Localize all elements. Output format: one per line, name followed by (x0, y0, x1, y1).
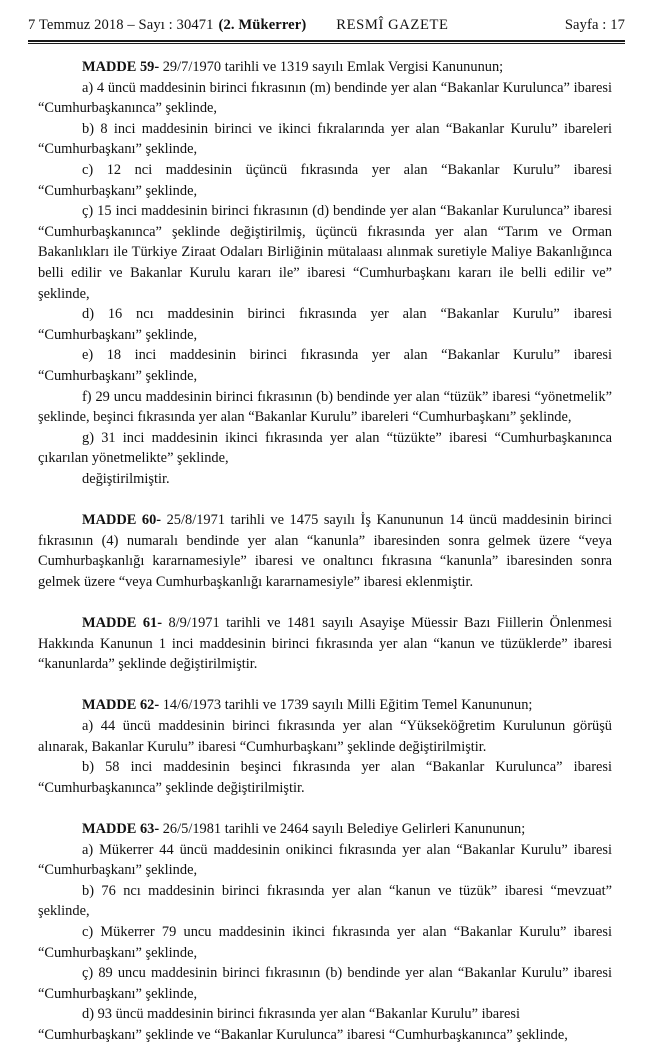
article-clause: b) 8 inci maddesinin birinci ve ikinci fıkralarında yer alan “Bakanlar Kurulu” ibareleri “Cumhurbaşkanı” şeklinde, (38, 120, 612, 158)
article-clause: d) 16 ncı maddesinin birinci fıkrasında yer alan “Bakanlar Kurulu” ibaresi “Cumhurbaşkanı” şeklinde, (38, 306, 612, 343)
document-body (38, 57, 612, 1046)
header-divider-lower-rule (28, 43, 625, 44)
article-label: MADDE 62- (82, 697, 160, 714)
article-intro-text: 29/7/1970 tarihli ve 1319 sayılı Emlak Vergisi Kanununun; (159, 59, 504, 75)
article-label: MADDE 60- (82, 512, 162, 529)
header-mukerrer-label: (2. Mükerrer) (218, 17, 307, 33)
article-intro-text: 26/5/1981 tarihli ve 2464 sayılı Belediye Gelirleri Kanununun; (159, 820, 526, 837)
article-clause: c) Mükerrer 79 uncu maddesinin ikinci fıkrasında yer alan “Bakanlar Kurulu” ibaresi “Cumhurbaşkanı” şeklinde, (38, 923, 612, 961)
header-date-issue: 7 Temmuz 2018 – Sayı : 30471 (28, 17, 214, 33)
header-page-number: Sayfa : 17 (564, 17, 625, 33)
article-clause: a) Mükerrer 44 üncü maddesinin onikinci fıkrasında yer alan “Bakanlar Kurulu” ibaresi “Cumhurbaşkanı” şeklinde, (38, 841, 612, 879)
article-clause: g) 31 inci maddesinin ikinci fıkrasında yer alan “tüzükte” ibaresi “Cumhurbaşkanınca çıkarılan yönetmelikte” şeklinde, (38, 429, 612, 467)
article-heading-madde-62 (38, 695, 612, 716)
article-clause: a) 44 üncü maddesinin birinci fıkrasında yer alan “Yükseköğretim Kurulunun görüşü alınarak, Bakanlar Kurulu” ibaresi “Cumhurbaşkanı” şeklinde değiştirilmiştir. (38, 718, 612, 755)
article-heading-madde-60 (38, 510, 612, 592)
header-gazette-title: RESMÎ GAZETE (336, 17, 449, 33)
page-header (28, 17, 625, 34)
article-clause: c) 12 nci maddesinin üçüncü fıkrasında yer alan “Bakanlar Kurulu” ibaresi “Cumhurbaşkanı” şeklinde, (38, 161, 612, 199)
article-intro-text: 14/6/1973 tarihli ve 1739 sayılı Milli Eğitim Temel Kanununun; (159, 697, 533, 714)
article-clause: d) 93 üncü maddesinin birinci fıkrasında yer alan “Bakanlar Kurulu” ibaresi “Cumhurbaşkanı” şeklinde ve “Bakanlar Kurulunca” ibaresi “Cumhurbaşkanınca” şeklinde, (38, 1006, 568, 1043)
article-label: MADDE 59- (82, 59, 160, 75)
article-intro-text: 25/8/1971 tarihli ve 1475 sayılı İş Kanununun 14 üncü maddesinin birinci fıkrasının (4) numaralı bendinde yer alan “kanunla” ibaresinden sonra gelmek üzere “veya Cumhurbaşkanlığı kararnamesiyle” ibaresi ve onaltıncı fıkrasına “kanunla” ibaresinden sonra gelmek üzere “veya Cumhurbaşkanlığı kararnamesiyle” ibaresi eklenmiştir. (38, 512, 612, 590)
article-heading-madde-63 (38, 819, 612, 840)
article-heading-madde-61 (38, 613, 612, 675)
article-clause: ç) 15 inci maddesinin birinci fıkrasının (d) bendinde yer alan “Bakanlar Kurulunca” ibaresi “Cumhurbaşkanınca” şeklinde değiştirilmiş, üçüncü fıkrasında yer alan “Tarım ve Orman Bakanlıkları ile Türkiye Ziraat Odaları Birliğinin mütalaası alınmak suretiyle Maliye Bakanlığınca belli edilir ve Bakanlar Kurulu kararı ile” ibaresi “Cumhurbaşkanı kararı ile belli edilir ve” şeklinde, (38, 203, 612, 302)
article-clause: f) 29 uncu maddesinin birinci fıkrasının (b) bendinde yer alan “tüzük” ibaresi “yönetmelik” şeklinde, beşinci fıkrasında yer alan “Bakanlar Kurulu” ibareleri “Cumhurbaşkanı” şeklinde, (38, 388, 612, 426)
article-heading-madde-59 (38, 57, 612, 78)
article-clause: e) 18 inci maddesinin birinci fıkrasında yer alan “Bakanlar Kurulu” ibaresi “Cumhurbaşkanı” şeklinde, (38, 347, 612, 384)
header-divider (28, 40, 625, 44)
article-clause: ç) 89 uncu maddesinin birinci fıkrasının (b) bendinde yer alan “Bakanlar Kurulu” ibaresi “Cumhurbaşkanı” şeklinde, (38, 965, 612, 1002)
article-clause: a) 4 üncü maddesinin birinci fıkrasının (m) bendinde yer alan “Bakanlar Kurulunca” ibaresi “Cumhurbaşkanınca” şeklinde, (38, 79, 612, 117)
article-clause: b) 76 ncı maddesinin birinci fıkrasında yer alan “kanun ve tüzük” ibaresi “mevzuat” şeklinde, (38, 882, 612, 920)
article-clause: b) 58 inci maddesinin beşinci fıkrasında yer alan “Bakanlar Kurulunca” ibaresi “Cumhurbaşkanınca” şeklinde değiştirilmiştir. (38, 759, 612, 796)
article-label: MADDE 63- (82, 820, 160, 837)
article-intro-text: 8/9/1971 tarihli ve 1481 sayılı Asayişe Müessir Bazı Fiillerin Önlenmesi Hakkında Kanunun 1 inci maddesinin birinci fıkrasında yer alan “kanun ve tüzüklerde” ibaresi “kanunlarda” şeklinde değiştirilmiştir. (38, 615, 612, 673)
article-closing-text: değiştirilmiştir. (82, 470, 170, 487)
header-left-group (28, 17, 306, 34)
article-label: MADDE 61- (82, 615, 163, 632)
